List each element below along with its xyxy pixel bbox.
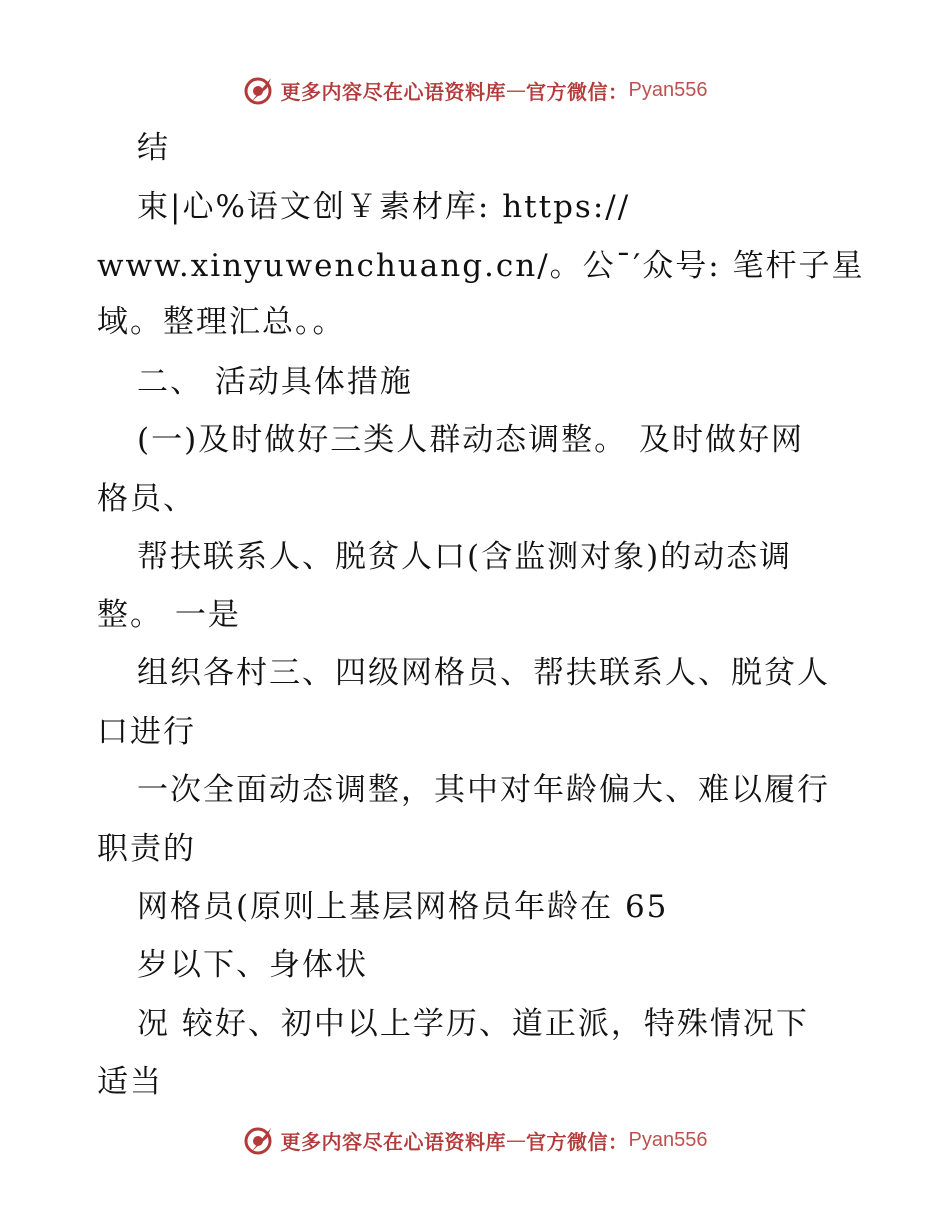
text-line: 结: [137, 130, 170, 166]
banner-contact-label: 官方微信：: [526, 79, 629, 104]
text-line: 组织各村三、四级网格员、帮扶联系人、脱贫人: [137, 655, 830, 691]
text-line: 格员、: [97, 481, 196, 517]
text-line: 帮扶联系人、脱贫人口(含监测对象)的动态调: [137, 539, 793, 575]
banner-separator: —: [506, 1128, 527, 1152]
text-line: 整。 一是: [97, 597, 241, 633]
text-line: 口进行: [97, 714, 196, 750]
text-line: 网格员(原则上基层网格员年龄在 65: [137, 889, 669, 925]
text-line: 束|心%语文创￥素材库: https://: [137, 189, 631, 225]
text-line: 岁以下、身体状: [137, 947, 368, 983]
quill-logo-icon: [243, 1124, 275, 1156]
banner-contact-id: Pyan556: [628, 78, 708, 101]
text-line: 域。整理汇总。。: [97, 304, 346, 340]
banner-contact-id: Pyan556: [628, 1128, 708, 1151]
quill-logo-icon: [243, 74, 275, 106]
banner-text: 更多内容尽在心语资料库: [280, 1129, 507, 1154]
header-watermark: [0, 70, 950, 110]
banner-contact-label: 官方微信：: [526, 1129, 629, 1154]
text-line: 况 较好、初中以上学历、道正派，特殊情况下: [137, 1006, 809, 1042]
banner-separator: —: [506, 78, 527, 102]
text-line: 二、 活动具体措施: [137, 364, 413, 400]
text-line: 职责的: [97, 831, 196, 867]
text-line: 适当: [97, 1064, 163, 1100]
footer-watermark: [0, 1120, 950, 1160]
banner-text: 更多内容尽在心语资料库: [280, 79, 507, 104]
text-line: 一次全面动态调整，其中对年龄偏大、难以履行: [137, 772, 830, 808]
text-line: www.xinyuwenchuang.cn/。公¯′众号: 笔杆子星: [97, 248, 865, 284]
text-line: (一)及时做好三类人群动态调整。 及时做好网: [137, 422, 805, 458]
